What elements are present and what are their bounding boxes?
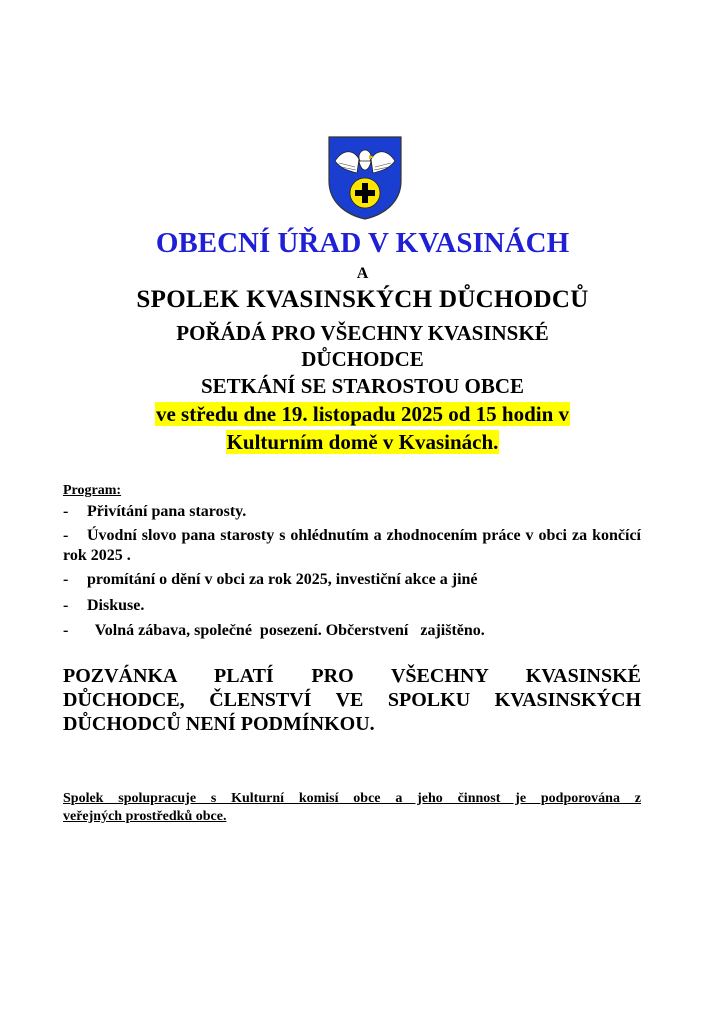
event-name: SETKÁNÍ SE STAROSTOU OBCE (200, 374, 525, 398)
program-item-dash: - (63, 503, 69, 520)
invitation-line-2: DŮCHODCE, ČLENSTVÍ VE SPOLKU KVASINSKÝCH (63, 689, 641, 711)
program-item (63, 596, 641, 616)
footnote-line-1: Spolek spolupracuje s Kulturní komisí obce a jeho činnost je podporována z (63, 791, 641, 806)
subtitle-line-1: POŘÁDÁ PRO VŠECHNY KVASINSKÉ (176, 321, 549, 345)
program-item-text: Přivítání pana starosty. (87, 503, 247, 520)
program-item (63, 621, 641, 641)
program-item (63, 570, 641, 590)
event-venue (40, 428, 685, 456)
municipal-coat-of-arms-icon (327, 135, 403, 221)
program-item-text: Úvodní slovo pana starosty s ohlédnutím a zhodnocením práce v obci za končící rok 2025 . (63, 527, 641, 564)
program-item-dash: - (63, 622, 69, 639)
invitation-notice (63, 664, 641, 736)
program-item-text: Volná zábava, společné posezení. Občerstvení zajištěno. (87, 622, 485, 639)
program-item-dash: - (63, 597, 69, 614)
funding-footnote (63, 790, 641, 826)
program-item-dash: - (63, 527, 69, 544)
program-item-text: Diskuse. (87, 597, 145, 614)
program-heading: Program: (63, 483, 122, 498)
page-title: OBECNÍ ÚŘAD V KVASINÁCH (155, 227, 570, 259)
program-item-text: promítání o dění v obci za rok 2025, investiční akce a jiné (87, 571, 478, 588)
event-date (40, 400, 685, 428)
program-item (63, 502, 641, 522)
footnote-line-2: veřejných prostředků obce. (63, 809, 227, 824)
invitation-line-1: POZVÁNKA PLATÍ PRO VŠECHNY KVASINSKÉ (63, 665, 641, 687)
invitation-line-3: DŮCHODCŮ NENÍ PODMÍNKOU. (63, 713, 375, 735)
event-venue-highlight: Kulturním domě v Kvasinách. (226, 430, 499, 454)
program-item-dash: - (63, 571, 69, 588)
program-item (63, 526, 641, 566)
event-date-highlight: ve středu dne 19. listopadu 2025 od 15 hodin v (155, 402, 570, 426)
subtitle-line-2: DŮCHODCE (301, 347, 424, 371)
conjunction: A (356, 265, 369, 282)
organization-name: SPOLEK KVASINSKÝCH DŮCHODCŮ (136, 286, 589, 313)
